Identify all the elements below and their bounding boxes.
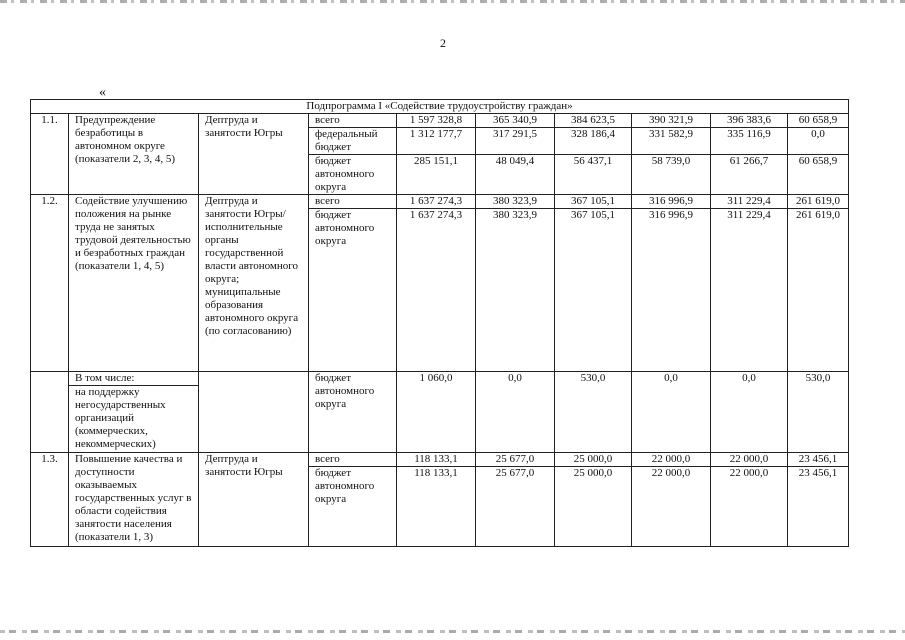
value-cell: 384 623,5 — [555, 114, 632, 128]
value-cell: 61 266,7 — [711, 155, 788, 195]
value-cell: 0,0 — [632, 372, 711, 453]
value-cell: 311 229,4 — [711, 195, 788, 209]
value-cell: 311 229,4 — [711, 209, 788, 372]
funding-source: всего — [309, 114, 397, 128]
value-cell: 390 321,9 — [632, 114, 711, 128]
value-cell: 316 996,9 — [632, 195, 711, 209]
funding-source: всего — [309, 453, 397, 467]
activity-name: Содействие улучшению положения на рынке труда не занятых трудовой деятельностью и безработных граждан (показатели 1, 4, 5) — [69, 195, 199, 372]
value-cell: 23 456,1 — [788, 467, 849, 547]
value-cell: 1 060,0 — [397, 372, 476, 453]
value-cell: 380 323,9 — [476, 195, 555, 209]
value-cell: 25 000,0 — [555, 467, 632, 547]
executor: Дептруда и занятости Югры/исполнительные органы государственной власти автономного округа; муниципальные образования автономного округа (по согласованию) — [199, 195, 309, 372]
table-row — [31, 114, 849, 128]
value-cell: 48 049,4 — [476, 155, 555, 195]
opening-quote: « — [99, 85, 106, 100]
empty-cell — [31, 372, 69, 453]
subprogram-header-row — [31, 100, 849, 114]
value-cell: 1 637 274,3 — [397, 209, 476, 372]
row-number: 1.1. — [31, 114, 69, 195]
activity-name: Предупреждение безработицы в автономном округе (показатели 2, 3, 4, 5) — [69, 114, 199, 195]
row-number: 1.2. — [31, 195, 69, 372]
value-cell: 60 658,9 — [788, 114, 849, 128]
value-cell: 317 291,5 — [476, 128, 555, 155]
scan-edge-bottom — [0, 630, 905, 633]
in-total-label: В том числе: — [69, 372, 199, 386]
value-cell: 22 000,0 — [711, 467, 788, 547]
value-cell: 365 340,9 — [476, 114, 555, 128]
funding-source: бюджет автономного округа — [309, 467, 397, 547]
page-number: 2 — [440, 36, 446, 50]
value-cell: 530,0 — [555, 372, 632, 453]
value-cell: 22 000,0 — [711, 453, 788, 467]
value-cell: 60 658,9 — [788, 155, 849, 195]
table-row — [31, 195, 849, 209]
value-cell: 22 000,0 — [632, 467, 711, 547]
value-cell: 380 323,9 — [476, 209, 555, 372]
executor: Дептруда и занятости Югры — [199, 114, 309, 195]
value-cell: 331 582,9 — [632, 128, 711, 155]
table-row — [31, 453, 849, 467]
value-cell: 25 000,0 — [555, 453, 632, 467]
value-cell: 1 312 177,7 — [397, 128, 476, 155]
value-cell: 118 133,1 — [397, 467, 476, 547]
funding-source: бюджет автономного округа — [309, 372, 397, 453]
value-cell: 335 116,9 — [711, 128, 788, 155]
value-cell: 1 597 328,8 — [397, 114, 476, 128]
value-cell: 367 105,1 — [555, 209, 632, 372]
activity-name: на поддержку негосударственных организаций (коммерческих, некоммерческих) — [69, 386, 199, 453]
activity-name: Повышение качества и доступности оказываемых государственных услуг в области содействия занятости населения (показатели 1, 3) — [69, 453, 199, 547]
funding-source: бюджет автономного округа — [309, 209, 397, 372]
executor: Дептруда и занятости Югры — [199, 453, 309, 547]
value-cell: 261 619,0 — [788, 195, 849, 209]
funding-source: бюджет автономного округа — [309, 155, 397, 195]
row-number: 1.3. — [31, 453, 69, 547]
value-cell: 22 000,0 — [632, 453, 711, 467]
empty-cell — [199, 372, 309, 453]
value-cell: 1 637 274,3 — [397, 195, 476, 209]
funding-source: всего — [309, 195, 397, 209]
value-cell: 118 133,1 — [397, 453, 476, 467]
value-cell: 58 739,0 — [632, 155, 711, 195]
value-cell: 367 105,1 — [555, 195, 632, 209]
value-cell: 328 186,4 — [555, 128, 632, 155]
value-cell: 23 456,1 — [788, 453, 849, 467]
table-row — [31, 372, 849, 386]
value-cell: 530,0 — [788, 372, 849, 453]
value-cell: 396 383,6 — [711, 114, 788, 128]
value-cell: 56 437,1 — [555, 155, 632, 195]
value-cell: 0,0 — [711, 372, 788, 453]
value-cell: 316 996,9 — [632, 209, 711, 372]
funding-source: федеральный бюджет — [309, 128, 397, 155]
value-cell: 0,0 — [476, 372, 555, 453]
budget-table — [30, 99, 849, 547]
subprogram-title: Подпрограмма I «Содействие трудоустройству граждан» — [31, 100, 849, 114]
value-cell: 0,0 — [788, 128, 849, 155]
value-cell: 25 677,0 — [476, 467, 555, 547]
value-cell: 285 151,1 — [397, 155, 476, 195]
scan-edge-top — [0, 0, 905, 3]
value-cell: 261 619,0 — [788, 209, 849, 372]
value-cell: 25 677,0 — [476, 453, 555, 467]
